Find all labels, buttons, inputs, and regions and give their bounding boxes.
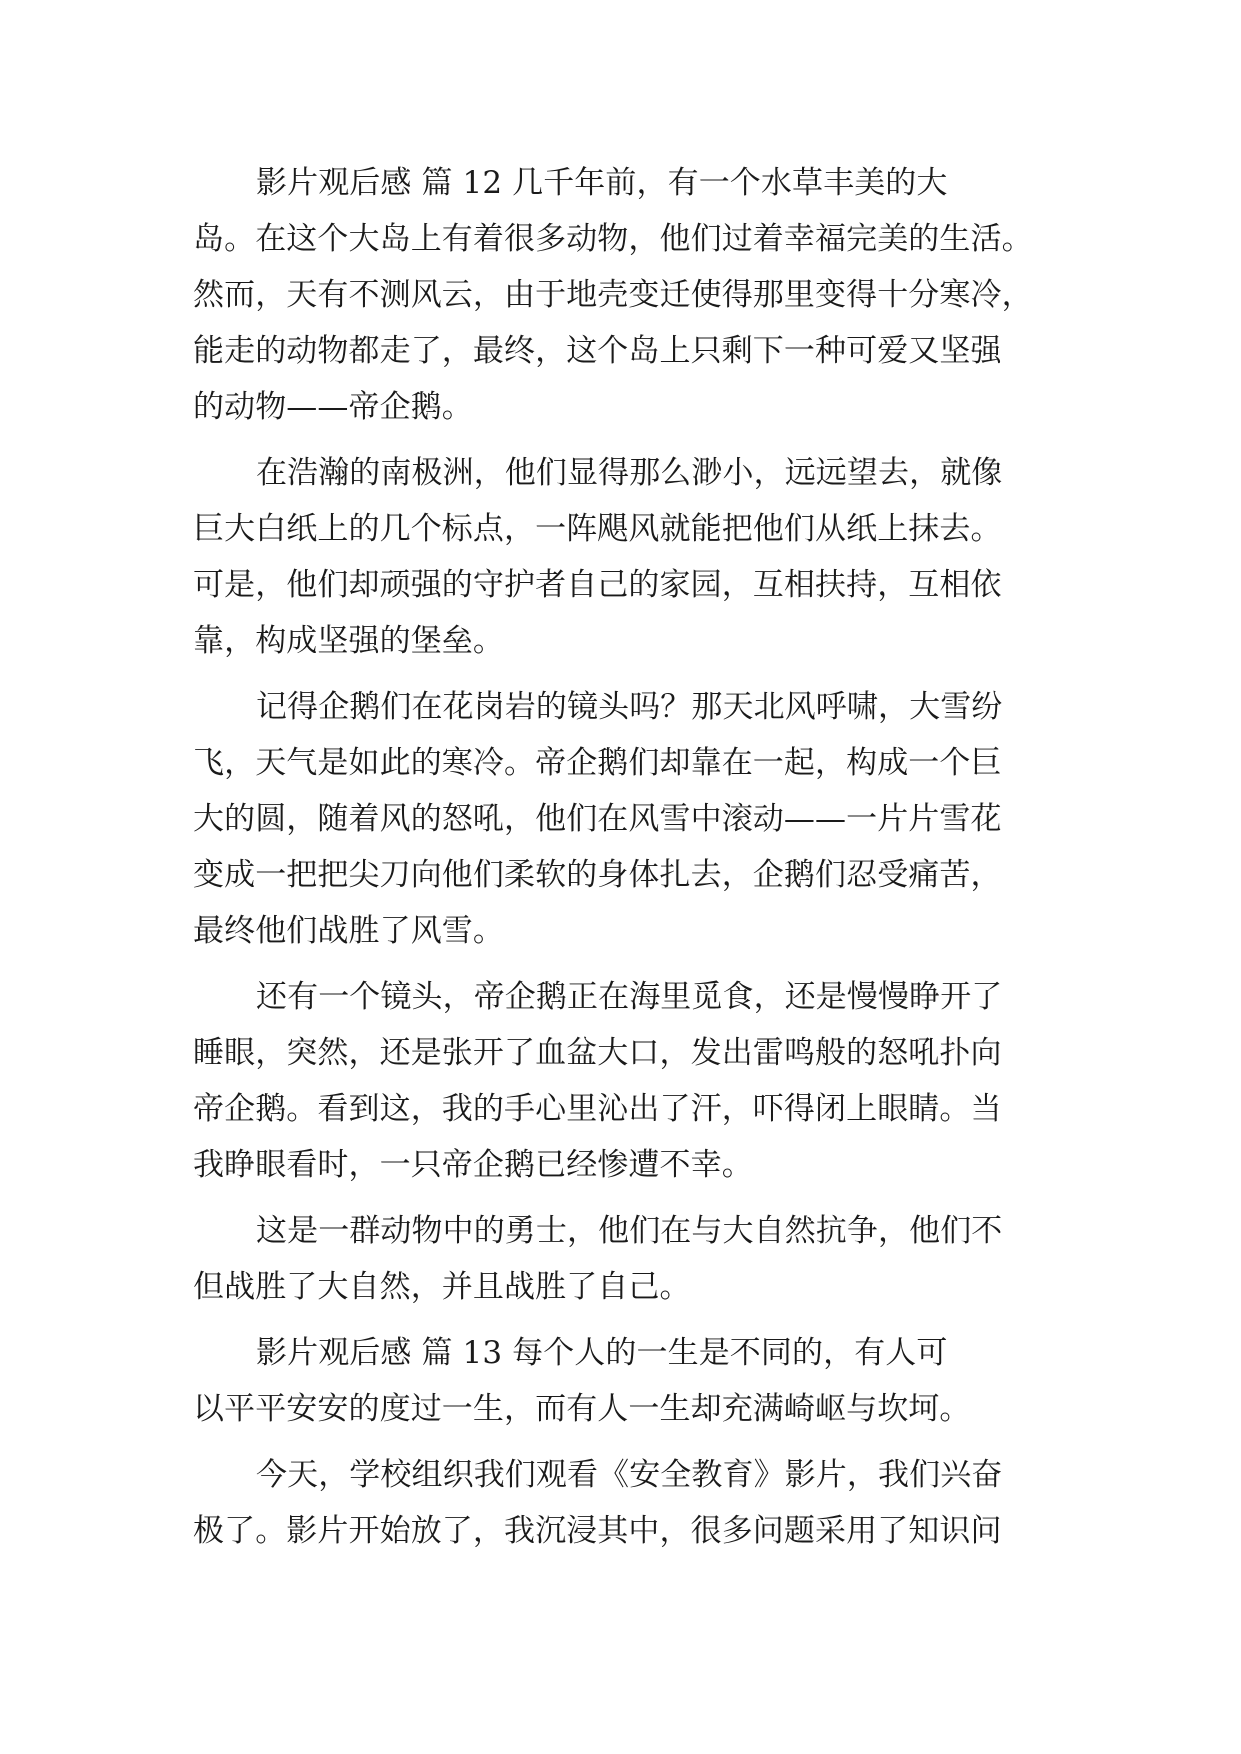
text-line: 这是一群动物中的勇士，他们在与大自然抗争，他们不	[256, 1213, 1003, 1249]
text-line: 的动物——帝企鹅。	[193, 389, 473, 425]
text-line: 能走的动物都走了，最终，这个岛上只剩下一种可爱又坚强	[193, 333, 1002, 369]
text-line: 帝企鹅。看到这，我的手心里沁出了汗，吓得闭上眼睛。当	[193, 1091, 1002, 1127]
text-line: 我睁眼看时，一只帝企鹅已经惨遭不幸。	[193, 1147, 753, 1183]
text-line: 靠，构成坚强的堡垒。	[193, 623, 504, 659]
text-line: 影片观后感 篇 13 每个人的一生是不同的，有人可	[256, 1335, 948, 1371]
text-line: 在浩瀚的南极洲，他们显得那么渺小，远远望去，就像	[256, 455, 1003, 491]
text-line: 还有一个镜头，帝企鹅正在海里觅食，还是慢慢睁开了	[256, 979, 1003, 1015]
text-line: 巨大白纸上的几个标点，一阵飓风就能把他们从纸上抹去。	[193, 511, 1002, 547]
text-line: 变成一把把尖刀向他们柔软的身体扎去，企鹅们忍受痛苦，	[193, 857, 1002, 893]
text-line: 岛。在这个大岛上有着很多动物，他们过着幸福完美的生活。	[193, 221, 1033, 257]
text-line: 飞，天气是如此的寒冷。帝企鹅们却靠在一起，构成一个巨	[193, 745, 1002, 781]
text-line: 影片观后感 篇 12 几千年前，有一个水草丰美的大	[256, 165, 948, 201]
text-line: 睡眼，突然，还是张开了血盆大口，发出雷鸣般的怒吼扑向	[193, 1035, 1002, 1071]
text-line: 但战胜了大自然，并且战胜了自己。	[193, 1269, 691, 1305]
text-line: 以平平安安的度过一生，而有人一生却充满崎岖与坎坷。	[193, 1391, 971, 1427]
text-line: 最终他们战胜了风雪。	[193, 913, 504, 949]
text-line: 记得企鹅们在花岗岩的镜头吗？那天北风呼啸，大雪纷	[256, 689, 1003, 725]
text-line: 大的圆，随着风的怒吼，他们在风雪中滚动——一片片雪花	[193, 801, 1002, 837]
text-line: 可是，他们却顽强的守护者自己的家园，互相扶持，互相依	[193, 567, 1002, 603]
text-line: 极了。影片开始放了，我沉浸其中，很多问题采用了知识问	[193, 1513, 1002, 1549]
text-line: 然而，天有不测风云，由于地壳变迁使得那里变得十分寒冷，	[193, 277, 1033, 313]
text-line: 今天，学校组织我们观看《安全教育》影片，我们兴奋	[256, 1457, 1003, 1493]
